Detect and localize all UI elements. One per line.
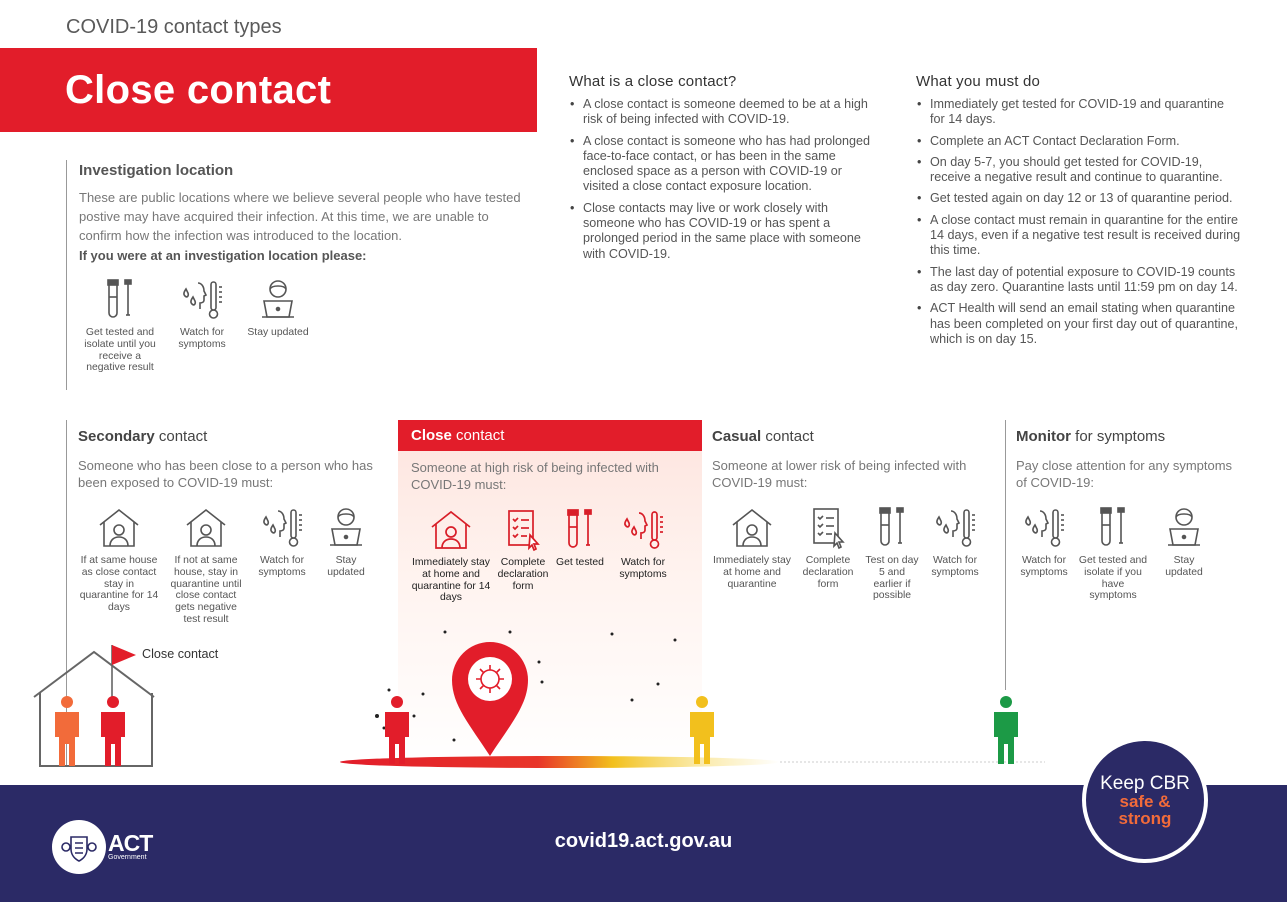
action-item: Immediately stay at home and quarantine <box>712 505 792 602</box>
action-item: Get tested and isolate until you receive a negative result <box>79 277 161 374</box>
close-heading: Close contact <box>398 420 702 451</box>
action-item: Stay updated <box>243 277 313 374</box>
action-item: Watch for symptoms <box>252 505 312 626</box>
action-item: Complete declaration form <box>494 507 552 604</box>
secondary-heading: Secondary contact <box>78 428 208 445</box>
page-category: COVID-19 contact types <box>66 16 282 38</box>
close-text: Someone at high risk of being infected with COVID-19 must: <box>411 460 659 492</box>
list-item: • Complete an ACT Contact Declaration Form. <box>916 134 1241 149</box>
list-item: • On day 5-7, you should get tested for COVID-19, receive a negative result and continue to quarantine. <box>916 155 1241 186</box>
action-item: Watch for symptoms <box>608 507 678 604</box>
investigation-text: These are public locations where we believe several people who have tested postive may have acquired their infection. At this time, we are unable to confirm how the infection was introduced to the location. <box>79 190 521 243</box>
action-item: Watch for symptoms <box>167 277 237 374</box>
casual-heading: Casual contact <box>712 428 814 445</box>
list-item: • Get tested again on day 12 or 13 of quarantine period. <box>916 191 1241 206</box>
action-item: Watch for symptoms <box>924 505 986 602</box>
must-do-heading: What you must do <box>916 73 1041 90</box>
person-red-icon <box>101 696 125 766</box>
action-item: Get tested and isolate if you have symptoms <box>1078 505 1148 602</box>
person-orange-icon <box>55 696 79 766</box>
monitor-heading: Monitor for symptoms <box>1016 428 1166 445</box>
list-item: • Close contacts may live or work closely with someone who has COVID-19 or has spent a prolonged period in the same place with someone with COVID-19. <box>569 201 879 262</box>
list-item: • A close contact must remain in quarantine for the entire 14 days, even if a negative test result is received during this time. <box>916 213 1241 259</box>
person-yellow-icon <box>690 696 714 764</box>
action-item: Get tested <box>554 507 606 604</box>
action-item: Immediately stay at home and quarantine for 14 days <box>410 507 492 604</box>
person-red-icon <box>385 696 409 764</box>
secondary-text: Someone who has been close to a person who has been exposed to COVID-19 must: <box>78 458 373 490</box>
action-item: Stay updated <box>318 505 374 626</box>
action-item: If at same house as close contact stay in quarantine for 14 days <box>78 505 160 626</box>
investigation-heading: Investigation location <box>79 162 234 179</box>
logo-main: ACT <box>108 830 153 856</box>
action-item: Watch for symptoms <box>1016 505 1072 602</box>
action-item: Stay updated <box>1154 505 1214 602</box>
list-item: • A close contact is someone who has had prolonged face-to-face contact, or has been in the same enclosed space as a person with COVID-19 or visited a close contact exposure location. <box>569 134 879 195</box>
keep-cbr-safe-badge: Keep CBR safe & strong <box>1082 737 1208 863</box>
website-link[interactable]: covid19.act.gov.au <box>554 830 733 852</box>
house-outline <box>34 652 154 766</box>
monitor-text: Pay close attention for any symptoms of COVID-19: <box>1016 458 1233 490</box>
ground-gradient <box>340 756 780 768</box>
flag-icon <box>112 645 136 665</box>
casual-text: Someone at lower risk of being infected with COVID-19 must: <box>712 458 967 490</box>
person-green-icon <box>994 696 1018 764</box>
action-item: Complete declaration form <box>796 505 860 602</box>
page-title: Close contact <box>65 68 332 112</box>
list-item: • Immediately get tested for COVID-19 and quarantine for 14 days. <box>916 97 1241 128</box>
action-item: If not at same house, stay in quarantine until close contact gets negative test result <box>166 505 246 626</box>
what-is-heading: What is a close contact? <box>569 73 737 90</box>
logo-sub: Government <box>108 854 147 861</box>
list-item: • A close contact is someone deemed to be at a high risk of being infected with COVID-19. <box>569 97 879 128</box>
list-item: • The last day of potential exposure to COVID-19 counts as day zero. Quarantine lasts until 11:59 pm on day 14. <box>916 265 1241 296</box>
flag-label: Close contact <box>142 647 219 661</box>
location-pin-icon <box>452 642 528 756</box>
list-item: • ACT Health will send an email stating when quarantine has been completed on your first day out of quarantine, which is on day 15. <box>916 301 1241 347</box>
action-item: Test on day 5 and earlier if possible <box>864 505 920 602</box>
investigation-instruction: If you were at an investigation location please: <box>79 248 367 263</box>
